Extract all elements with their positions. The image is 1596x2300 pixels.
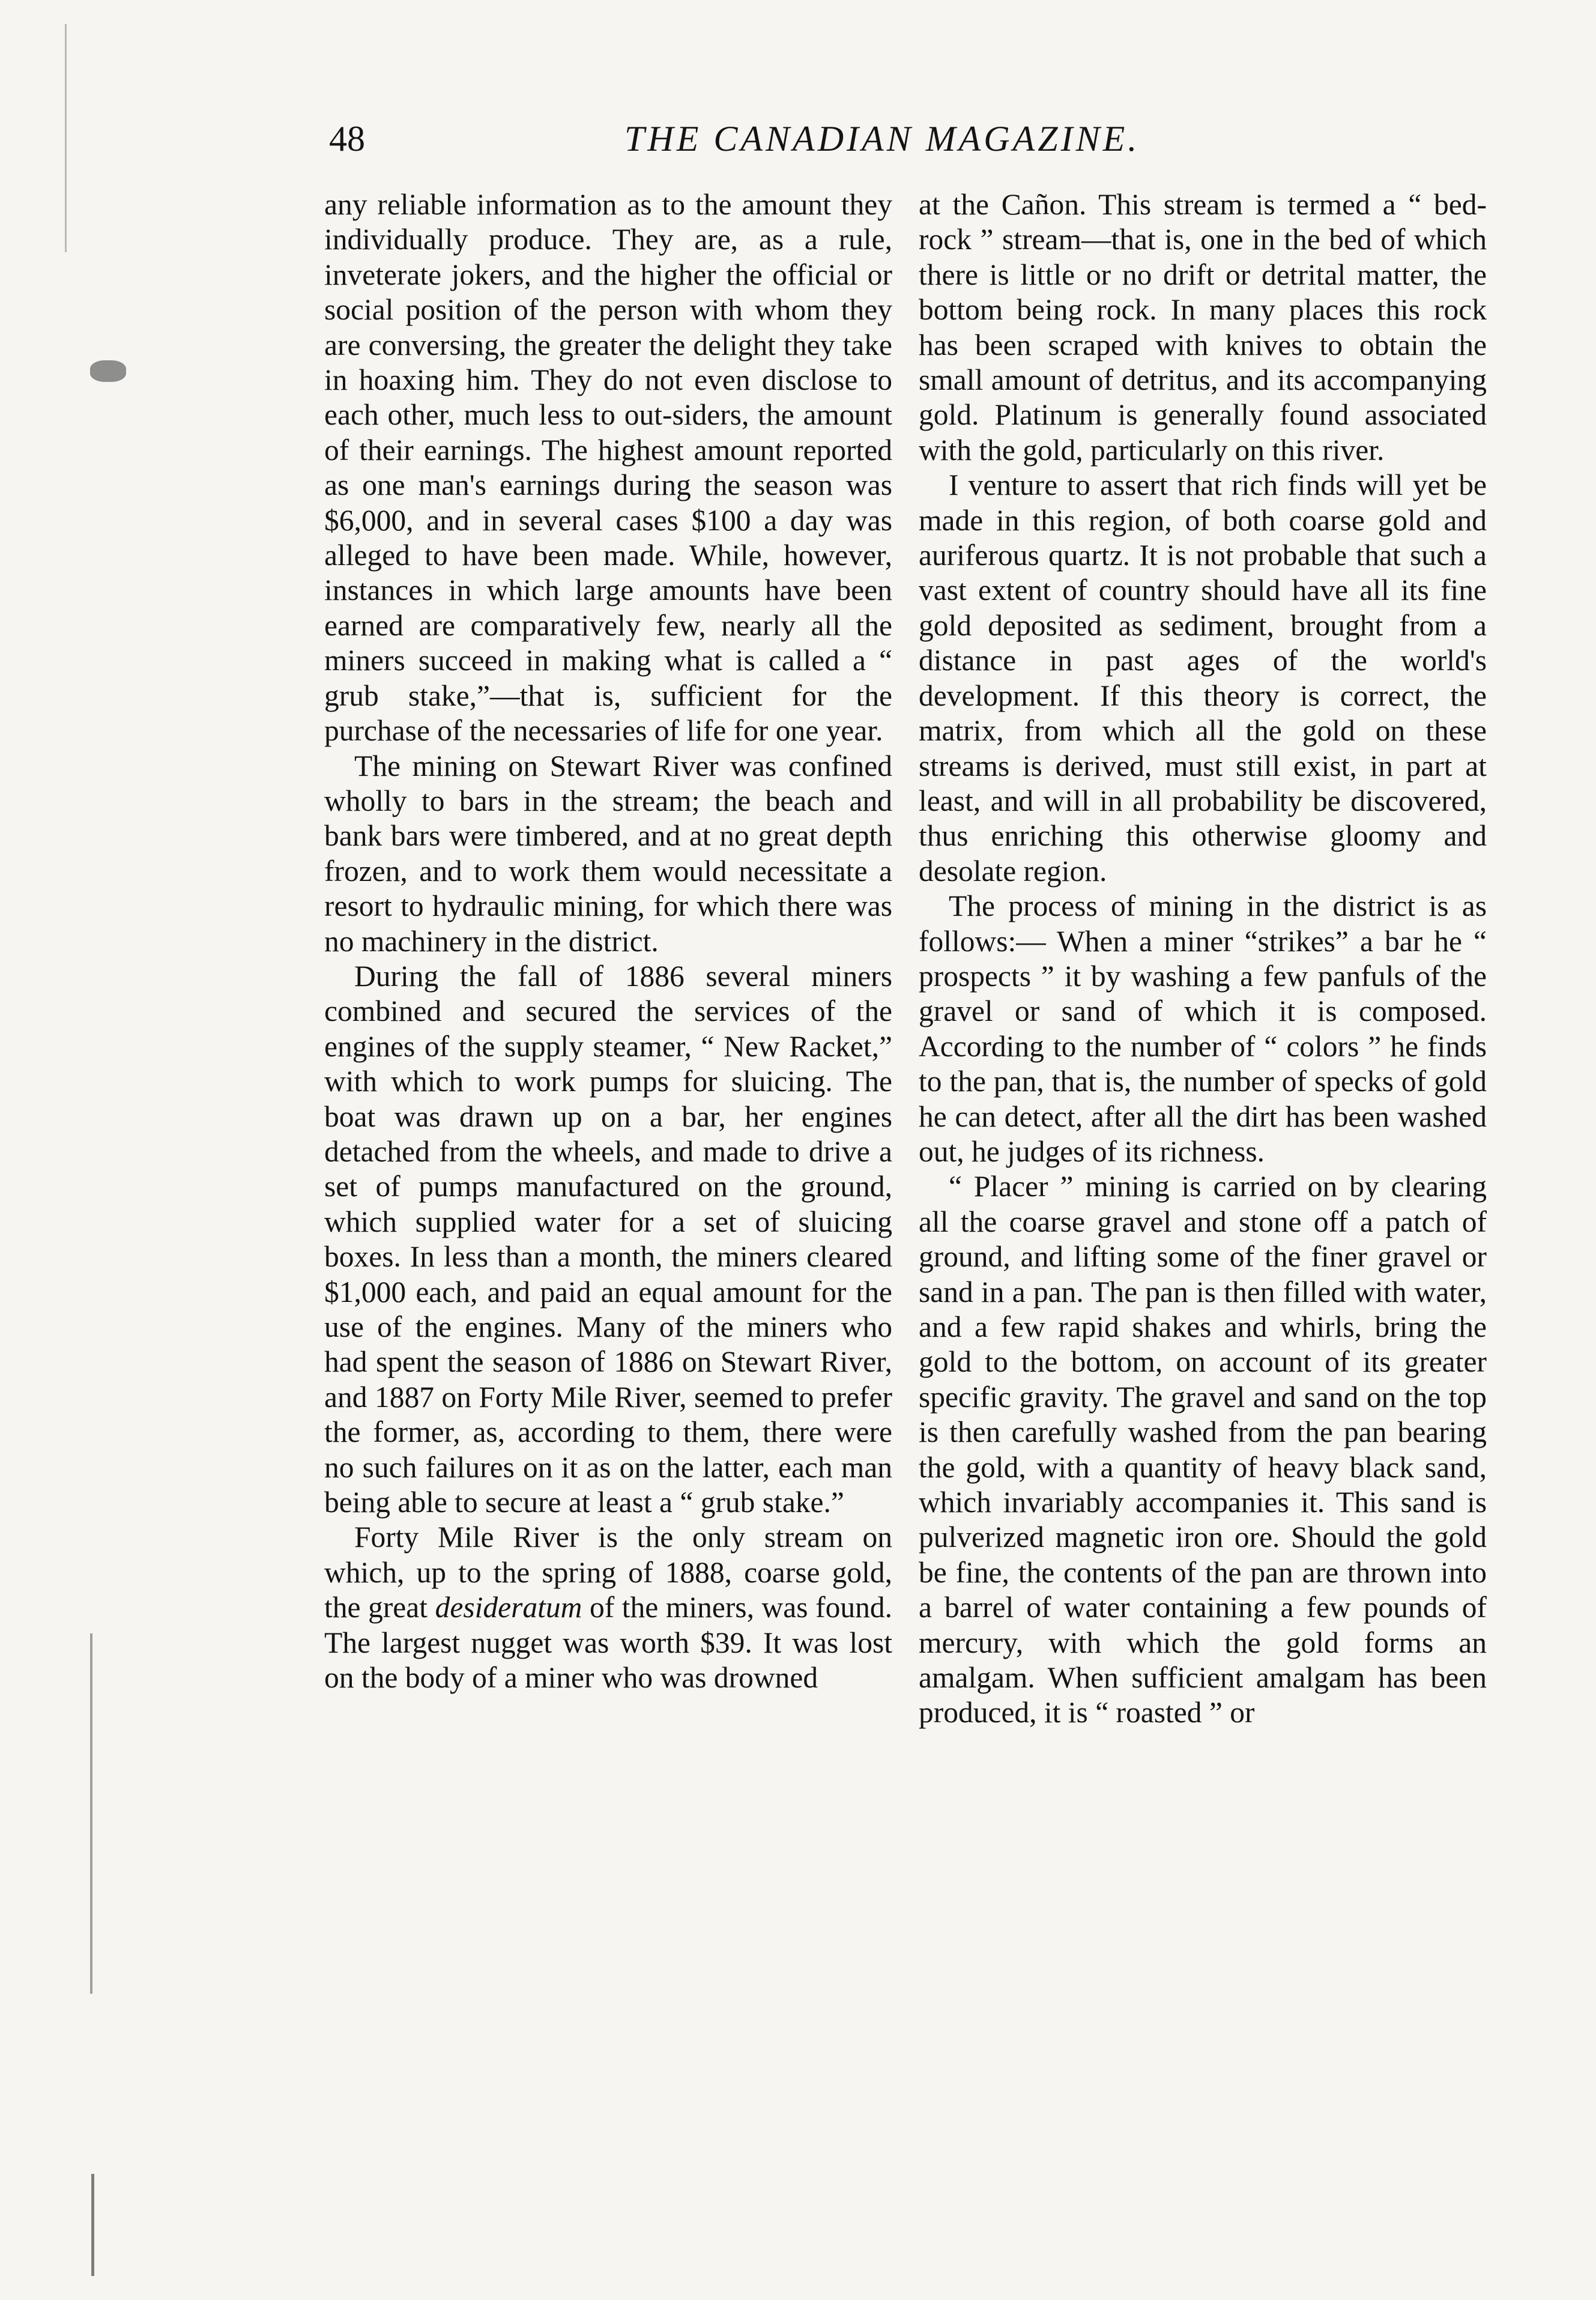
right-paragraph-4: “ Placer ” mining is carried on by clearing all the coarse gravel and stone off a patch of ground, and lifting some of the finer gravel or sand in a pan. The pan is then filled with water, and a few rapid shakes and whirls, bring the gold to the bottom, on account of its greater specific gravity. The gravel and sand on the top is then carefully washed from the pan bearing the gold, with a quantity of heavy black sand, which invariably accompanies it. This sand is pulverized magnetic iron ore. Should the gold be fine, the contents of the pan are thrown into a barrel of water containing a few pounds of mercury, with which the gold forms an amalgam. When sufficient amalgam has been produced, it is “ roasted ” or — [919, 1170, 1487, 1730]
right-paragraph-3: The process of mining in the district is as follows:— When a miner “strikes” a bar he “ prospects ” it by washing a few panfuls of the gravel or sand of which it is composed. According to the number of “ colors ” he finds to the pan, that is, the number of specks of gold he can detect, after all the dirt has been washed out, he judges of its richness. — [919, 889, 1487, 1168]
scan-edge-mark-4 — [91, 2174, 94, 2276]
right-paragraph-2: I venture to assert that rich finds will yet be made in this region, of both coarse gold and auriferous quartz. It is not probable that such a vast extent of country should have all its fine gold deposited as sediment, brought from a distance in past ages of the world's development. If this theory is correct, the matrix, from which all the gold on these streams is derived, must still exist, in part at least, and will in all probability be discovered, thus enriching this otherwise gloomy and desolate region. — [919, 468, 1487, 888]
scan-edge-mark-3 — [90, 1633, 92, 1994]
desideratum-italic: desideratum — [435, 1591, 582, 1624]
right-paragraph-1: at the Cañon. This stream is termed a “ bed-rock ” stream—that is, one in the bed of which there is little or no drift or detrital matter, the bottom being rock. In many places this rock has been scraped with knives to obtain the small amount of detritus, and its accompanying gold. Platinum is generally found associated with the gold, particularly on this river. — [919, 188, 1487, 467]
page-header — [324, 112, 1495, 166]
left-paragraph-3: During the fall of 1886 several miners combined and secured the services of the engines of the supply steamer, “ New Racket,” with which to work pumps for sluicing. The boat was drawn up on a bar, her engines detached from the wheels, and made to drive a set of pumps manufactured on the ground, which supplied water for a set of sluicing boxes. In less than a month, the miners cleared $1,000 each, and paid an equal amount for the use of the engines. Many of the miners who had spent the season of 1886 on Stewart River, and 1887 on Forty Mile River, seemed to prefer the former, as, according to them, there were no such failures on it as on the latter, each man being able to secure at least a “ grub stake.” — [324, 959, 892, 1519]
left-paragraph-2: The mining on Stewart River was confined wholly to bars in the stream; the beach and bank bars were timbered, and at no great depth frozen, and to work them would necessitate a resort to hydraulic mining, for which there was no machinery in the district. — [324, 749, 892, 958]
scan-edge-mark-1 — [65, 24, 67, 252]
left-paragraph-1: any reliable information as to the amount they individually produce. They are, as a rule, inveterate jokers, and the higher the official or social position of the person with whom they are conversing, the greater the delight they take in hoaxing him. They do not even disclose to each other, much less to out-siders, the amount of their earnings. The highest amount reported as one man's earnings during the season was $6,000, and in several cases $100 a day was alleged to have been made. While, however, instances in which large amounts have been earned are comparatively few, nearly all the miners succeed in making what is called a “ grub stake,”—that is, sufficient for the purchase of the necessaries of life for one year. — [324, 188, 892, 748]
left-paragraph-4 — [324, 1520, 892, 1695]
right-column — [919, 187, 1487, 1731]
left-paragraph-4-end: of the miners, was found. The largest nugget was worth $39. It was lost on the body of a miner who was drowned — [324, 1591, 892, 1695]
running-title: THE CANADIAN MAGAZINE. — [624, 119, 1140, 159]
scan-edge-mark-2 — [90, 360, 126, 382]
left-paragraph-4-start: Forty Mile River is the only stream on which, up to the spring of 1888, coarse gold, the great — [324, 1521, 892, 1624]
page-number: 48 — [329, 119, 365, 159]
left-column — [324, 187, 892, 1695]
